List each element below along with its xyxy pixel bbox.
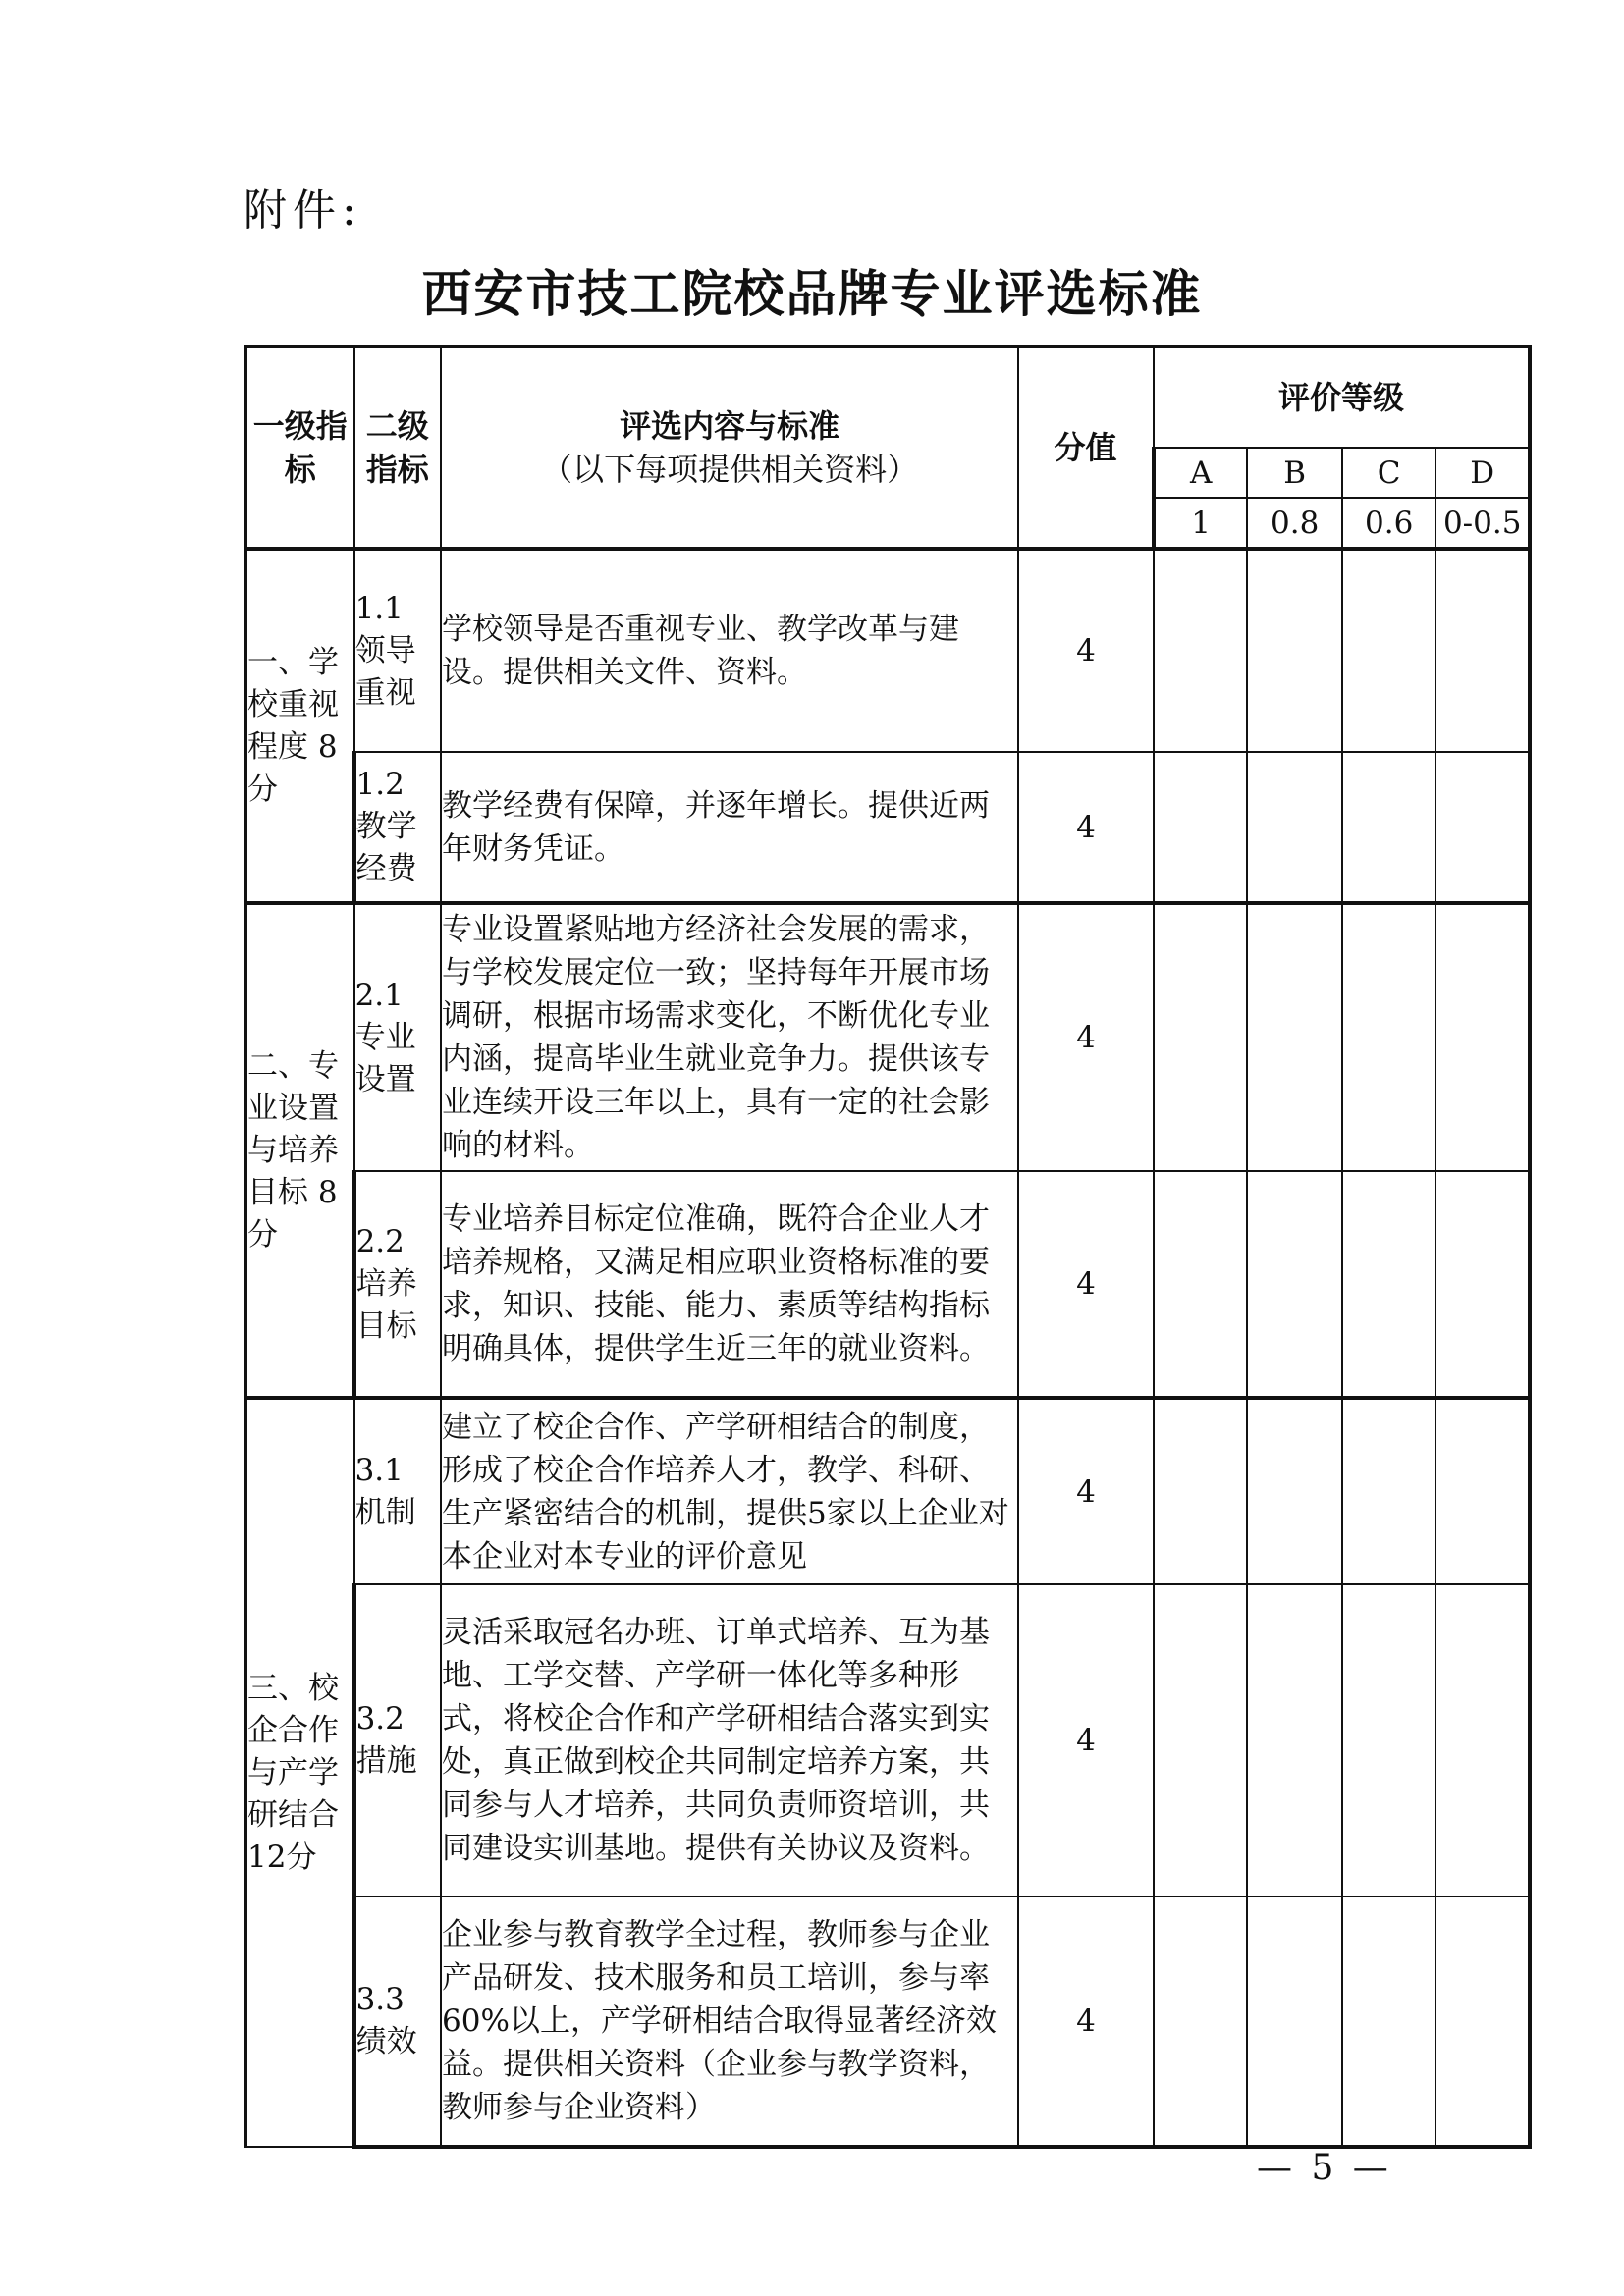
grade-cell-a[interactable]	[1154, 1398, 1248, 1584]
table-row	[245, 1171, 1530, 1398]
score-value: 4	[1018, 903, 1154, 1171]
grade-cell-a[interactable]	[1154, 752, 1248, 903]
table-row	[245, 549, 1530, 752]
score-value: 4	[1018, 1398, 1154, 1584]
table-row	[245, 1584, 1530, 1896]
sub-indicator: 1.1 领导重视	[354, 549, 441, 752]
header-content-title: 评选内容与标准	[620, 407, 840, 445]
grade-value-b: 0.8	[1247, 498, 1342, 549]
grade-cell-a[interactable]	[1154, 1896, 1248, 2147]
evaluation-standard-table	[244, 345, 1532, 2149]
grade-cell-a[interactable]	[1154, 549, 1248, 752]
grade-cell-d[interactable]	[1435, 1171, 1530, 1398]
header-content-note: （以下每项提供相关资料）	[541, 451, 919, 488]
grade-cell-a[interactable]	[1154, 1584, 1248, 1896]
sub-indicator: 1.2 教学经费	[354, 752, 441, 903]
table-row	[245, 1896, 1530, 2147]
score-value: 4	[1018, 752, 1154, 903]
grade-cell-c[interactable]	[1342, 549, 1436, 752]
sub-indicator: 3.2 措施	[354, 1584, 441, 1896]
grade-cell-d[interactable]	[1435, 752, 1530, 903]
criteria-text: 灵活采取冠名办班、订单式培养、互为基地、工学交替、产学研一体化等多种形式，将校企合作和产学研相结合落实到实处，真正做到校企共同制定培养方案，共同参与人才培养，共同负责师资培训，共同建设实训基地。提供有关协议及资料。	[441, 1584, 1018, 1896]
grade-cell-b[interactable]	[1247, 1584, 1342, 1896]
grade-cell-b[interactable]	[1247, 1398, 1342, 1584]
grade-value-a: 1	[1154, 498, 1248, 549]
criteria-text: 教学经费有保障，并逐年增长。提供近两年财务凭证。	[441, 752, 1018, 903]
header-grade-level: 评价等级	[1154, 347, 1530, 448]
grade-cell-c[interactable]	[1342, 1398, 1436, 1584]
grade-cell-b[interactable]	[1247, 752, 1342, 903]
grade-cell-c[interactable]	[1342, 1171, 1436, 1398]
group-label-2: 二、专业设置与培养目标 8分	[245, 903, 354, 1398]
sub-indicator: 2.1 专业设置	[354, 903, 441, 1171]
grade-cell-d[interactable]	[1435, 903, 1530, 1171]
page-number: — 5 —	[1257, 2148, 1392, 2188]
score-value: 4	[1018, 1584, 1154, 1896]
attachment-label: 附件:	[244, 186, 362, 236]
grade-label-c: C	[1342, 448, 1436, 498]
grade-label-a: A	[1154, 448, 1248, 498]
criteria-text: 专业设置紧贴地方经济社会发展的需求，与学校发展定位一致；坚持每年开展市场调研，根据市场需求变化，不断优化专业内涵，提高毕业生就业竞争力。提供该专业连续开设三年以上，具有一定的社会影响的材料。	[441, 903, 1018, 1171]
table-row	[245, 1398, 1530, 1584]
score-value: 4	[1018, 549, 1154, 752]
sub-indicator: 2.2 培养目标	[354, 1171, 441, 1398]
criteria-text: 企业参与教育教学全过程，教师参与企业产品研发、技术服务和员工培训，参与率60%以上，产学研相结合取得显著经济效益。提供相关资料（企业参与教学资料，教师参与企业资料）	[441, 1896, 1018, 2147]
grade-cell-a[interactable]	[1154, 903, 1248, 1171]
sub-indicator: 3.1 机制	[354, 1398, 441, 1584]
grade-cell-b[interactable]	[1247, 1171, 1342, 1398]
grade-cell-d[interactable]	[1435, 1896, 1530, 2147]
sub-indicator: 3.3 绩效	[354, 1896, 441, 2147]
header-level2: 二级指标	[354, 347, 441, 549]
grade-cell-b[interactable]	[1247, 903, 1342, 1171]
grade-value-c: 0.6	[1342, 498, 1436, 549]
header-content	[441, 347, 1018, 549]
grade-cell-b[interactable]	[1247, 1896, 1342, 2147]
score-value: 4	[1018, 1171, 1154, 1398]
grade-cell-c[interactable]	[1342, 1896, 1436, 2147]
table-row	[245, 752, 1530, 903]
grade-cell-d[interactable]	[1435, 549, 1530, 752]
criteria-text: 专业培养目标定位准确，既符合企业人才培养规格，又满足相应职业资格标准的要求，知识、技能、能力、素质等结构指标明确具体，提供学生近三年的就业资料。	[441, 1171, 1018, 1398]
score-value: 4	[1018, 1896, 1154, 2147]
grade-cell-b[interactable]	[1247, 549, 1342, 752]
grade-label-b: B	[1247, 448, 1342, 498]
group-label-1: 一、学校重视程度 8分	[245, 549, 354, 903]
grade-cell-c[interactable]	[1342, 752, 1436, 903]
grade-cell-d[interactable]	[1435, 1584, 1530, 1896]
page-title: 西安市技工院校品牌专业评选标准	[421, 265, 1203, 324]
header-score: 分值	[1018, 347, 1154, 549]
table-row	[245, 903, 1530, 1171]
header-level1: 一级指标	[245, 347, 354, 549]
criteria-text: 学校领导是否重视专业、教学改革与建设。提供相关文件、资料。	[441, 549, 1018, 752]
group-label-3: 三、校企合作与产学研结合 12分	[245, 1398, 354, 2147]
criteria-text: 建立了校企合作、产学研相结合的制度，形成了校企合作培养人才，教学、科研、生产紧密结合的机制，提供5家以上企业对本企业对本专业的评价意见	[441, 1398, 1018, 1584]
grade-cell-c[interactable]	[1342, 1584, 1436, 1896]
grade-label-d: D	[1435, 448, 1530, 498]
grade-cell-d[interactable]	[1435, 1398, 1530, 1584]
grade-value-d: 0-0.5	[1435, 498, 1530, 549]
grade-cell-a[interactable]	[1154, 1171, 1248, 1398]
grade-cell-c[interactable]	[1342, 903, 1436, 1171]
